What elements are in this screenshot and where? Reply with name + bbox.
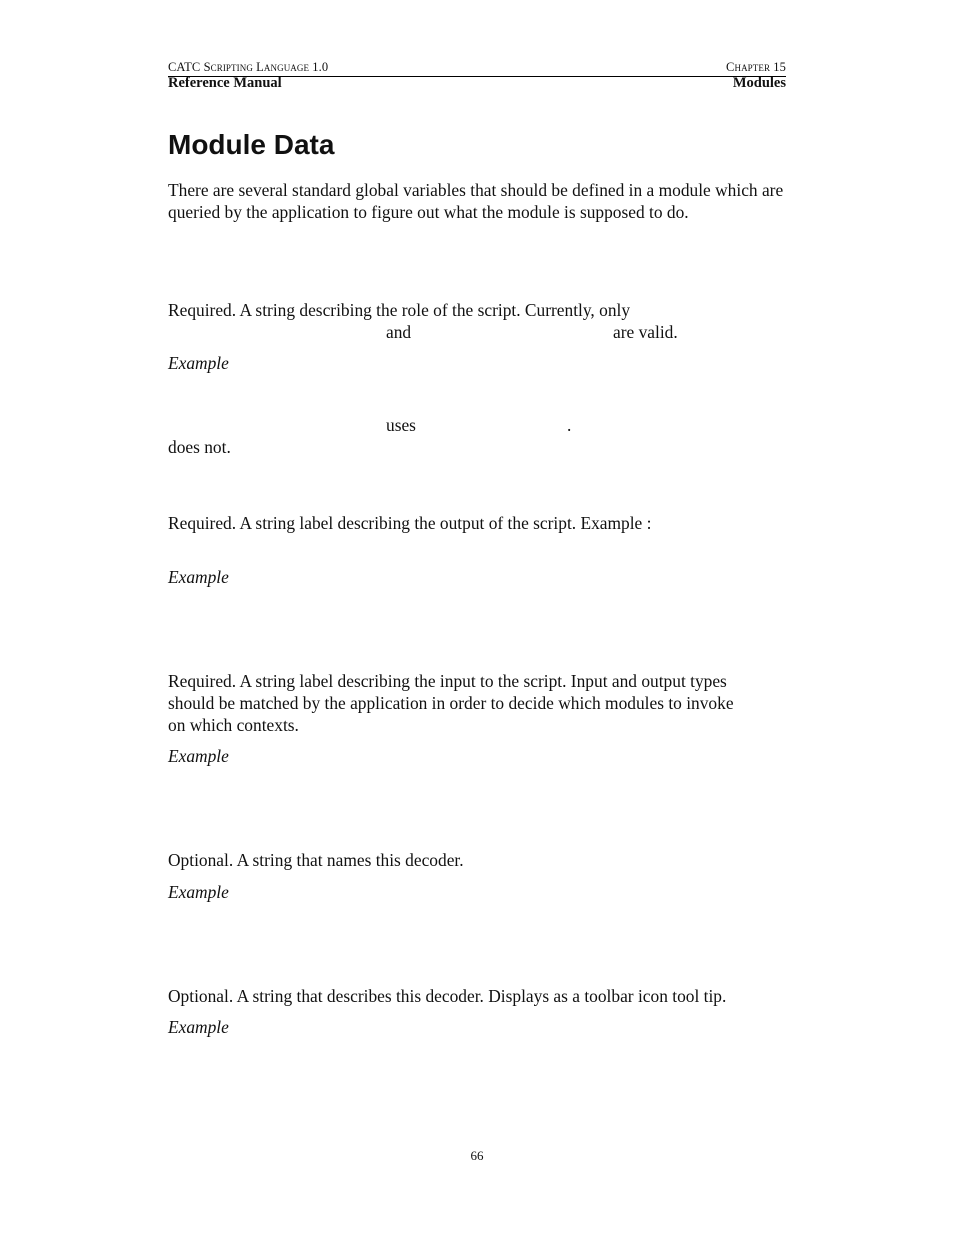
page-title: Module Data (168, 129, 335, 160)
role-does-not: does not. (168, 437, 231, 457)
description-example-label: Example (168, 1017, 229, 1037)
output-example-label: Example (168, 567, 229, 587)
header-manual: Reference Manual (168, 75, 282, 91)
role-and-word: and (386, 322, 412, 342)
input-description-line3: on which contexts. (168, 715, 299, 735)
header-chapter (726, 60, 786, 75)
page-number: 66 (470, 1148, 484, 1163)
name-description: Optional. A string that names this decoder. (168, 850, 464, 870)
header-section: Modules (732, 75, 786, 91)
input-description-line2: should be matched by the application in order to decide which modules to invoke (168, 693, 734, 713)
output-description: Required. A string label describing the output of the script. Example : (168, 513, 652, 533)
header-rule (168, 76, 786, 77)
header-doc-title-text: CATC Scripting Language 1.0 (168, 60, 329, 74)
header-chapter-text: Chapter 15 (726, 60, 786, 74)
role-period: . (567, 415, 572, 435)
input-example-label: Example (168, 746, 229, 766)
description-description: Optional. A string that describes this decoder. Displays as a toolbar icon tool tip. (168, 986, 727, 1006)
role-example-label: Example (168, 353, 229, 373)
header-doc-title (168, 60, 328, 75)
role-uses-word: uses (386, 415, 416, 435)
intro-paragraph: There are several standard global variables that should be defined in a module which are queried by the application to figure out what the module is supposed to do. (168, 180, 784, 222)
role-description: Required. A string describing the role of the script. Currently, only (168, 300, 631, 320)
role-valid-text: are valid. (613, 322, 678, 342)
name-example-label: Example (168, 882, 229, 902)
input-description-line1: Required. A string label describing the input to the script. Input and output types (168, 671, 727, 691)
